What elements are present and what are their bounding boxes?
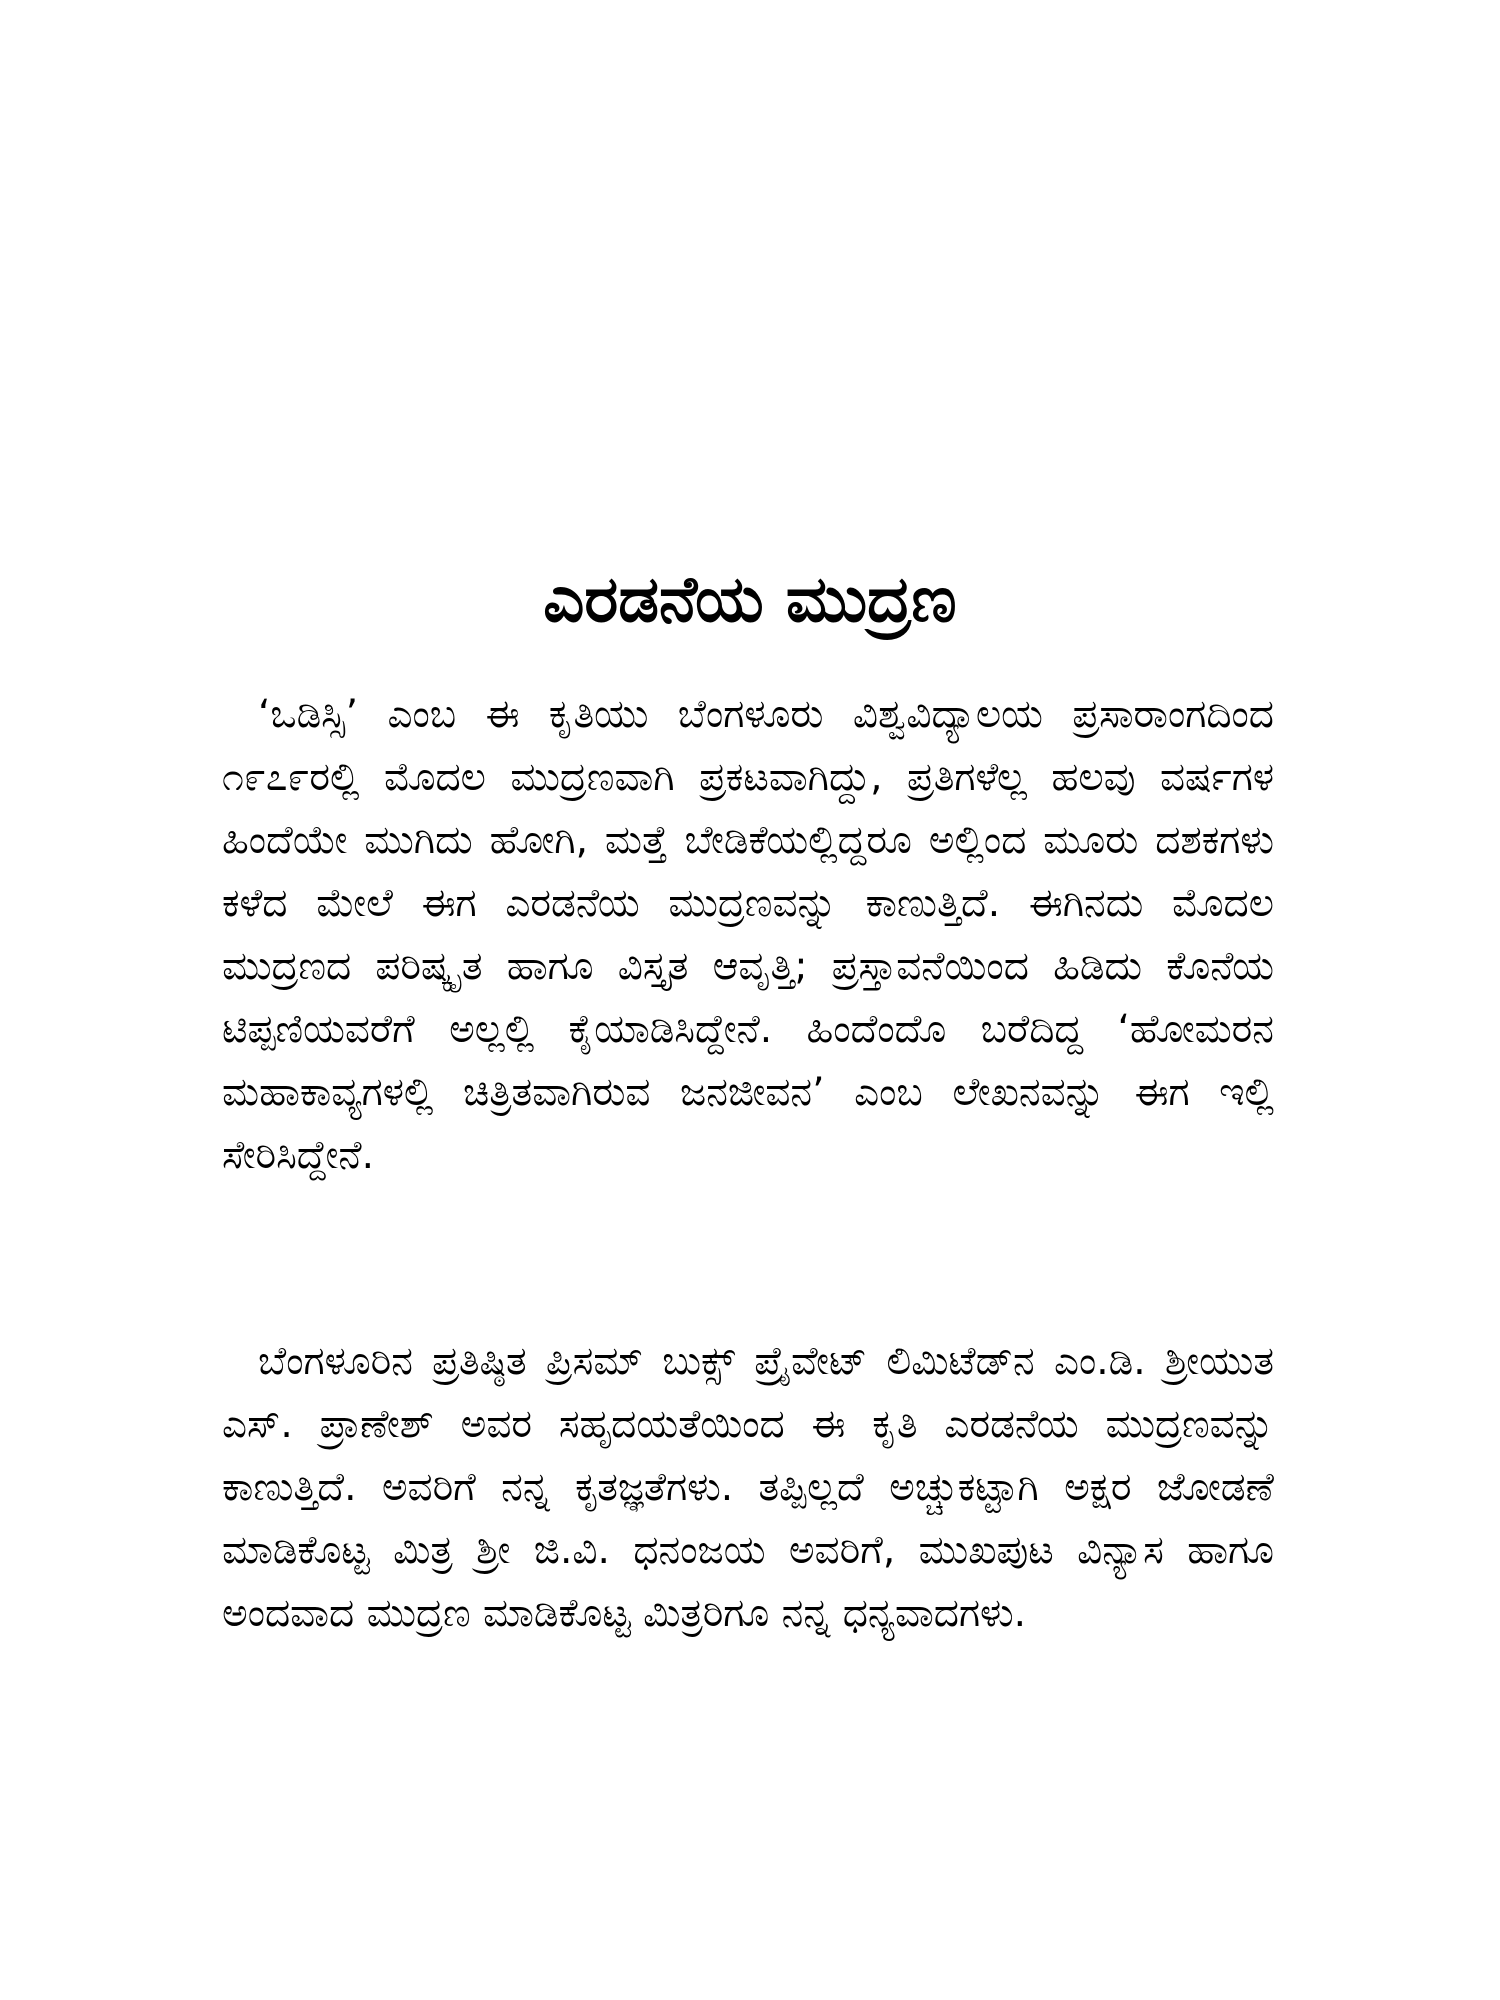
paragraph-first-print-history: ‘ಒಡಿಸ್ಸಿ’ ಎಂಬ ಈ ಕೃತಿಯು ಬೆಂಗಳೂರು ವಿಶ್ವವಿದ್ಯಾಲಯ ಪ್ರಸಾರಾಂಗದಿಂದ ೧೯೭೯ರಲ್ಲಿ ಮೊದಲ ಮುದ್ರಣವಾಗಿ ಪ್ರಕಟವಾಗಿದ್ದು, ಪ್ರತಿಗಳೆಲ್ಲ ಹಲವು ವರ್ಷಗಳ ಹಿಂದೆಯೇ ಮುಗಿದು ಹೋಗಿ, ಮತ್ತೆ ಬೇಡಿಕೆಯಲ್ಲಿದ್ದರೂ ಅಲ್ಲಿಂದ ಮೂರು ದಶಕಗಳು ಕಳೆದ ಮೇಲೆ ಈಗ ಎರಡನೆಯ ಮುದ್ರಣವನ್ನು ಕಾಣುತ್ತಿದೆ. ಈಗಿನದು ಮೊದಲ ಮುದ್ರಣದ ಪರಿಷ್ಕೃತ ಹಾಗೂ ವಿಸ್ತೃತ ಆವೃತ್ತಿ; ಪ್ರಸ್ತಾವನೆಯಿಂದ ಹಿಡಿದು ಕೊನೆಯ ಟಿಪ್ಪಣಿಯವರೆಗೆ ಅಲ್ಲಲ್ಲಿ ಕೈಯಾಡಿಸಿದ್ದೇನೆ. ಹಿಂದೆಂದೊ ಬರೆದಿದ್ದ ‘ಹೋಮರನ ಮಹಾಕಾವ್ಯಗಳಲ್ಲಿ ಚಿತ್ರಿತವಾಗಿರುವ ಜನಜೀವನ’ ಎಂಬ ಲೇಖನವನ್ನು ಈಗ ಇಲ್ಲಿ ಸೇರಿಸಿದ್ದೇನೆ. (222, 692, 1274, 1178)
page-title: ಎರಡನೆಯ ಮುದ್ರಣ (543, 563, 957, 637)
paragraph-acknowledgements: ಬೆಂಗಳೂರಿನ ಪ್ರತಿಷ್ಠಿತ ಪ್ರಿಸಮ್ ಬುಕ್ಸ್ ಪ್ರೈವೇಟ್ ಲಿಮಿಟೆಡ್‌ನ ಎಂ.ಡಿ. ಶ್ರೀಯುತ ಎಸ್. ಪ್ರಾಣೇಶ್ ಅವರ ಸಹೃದಯತೆಯಿಂದ ಈ ಕೃತಿ ಎರಡನೆಯ ಮುದ್ರಣವನ್ನು ಕಾಣುತ್ತಿದೆ. ಅವರಿಗೆ ನನ್ನ ಕೃತಜ್ಞತೆಗಳು. ತಪ್ಪಿಲ್ಲದೆ ಅಚ್ಚುಕಟ್ಟಾಗಿ ಅಕ್ಷರ ಜೋಡಣೆ ಮಾಡಿಕೊಟ್ಟ ಮಿತ್ರ ಶ್ರೀ ಜಿ.ವಿ. ಧನಂಜಯ ಅವರಿಗೆ, ಮುಖಪುಟ ವಿನ್ಯಾಸ ಹಾಗೂ ಅಂದವಾದ ಮುದ್ರಣ ಮಾಡಿಕೊಟ್ಟ ಮಿತ್ರರಿಗೂ ನನ್ನ ಧನ್ಯವಾದಗಳು. (222, 1339, 1274, 1636)
